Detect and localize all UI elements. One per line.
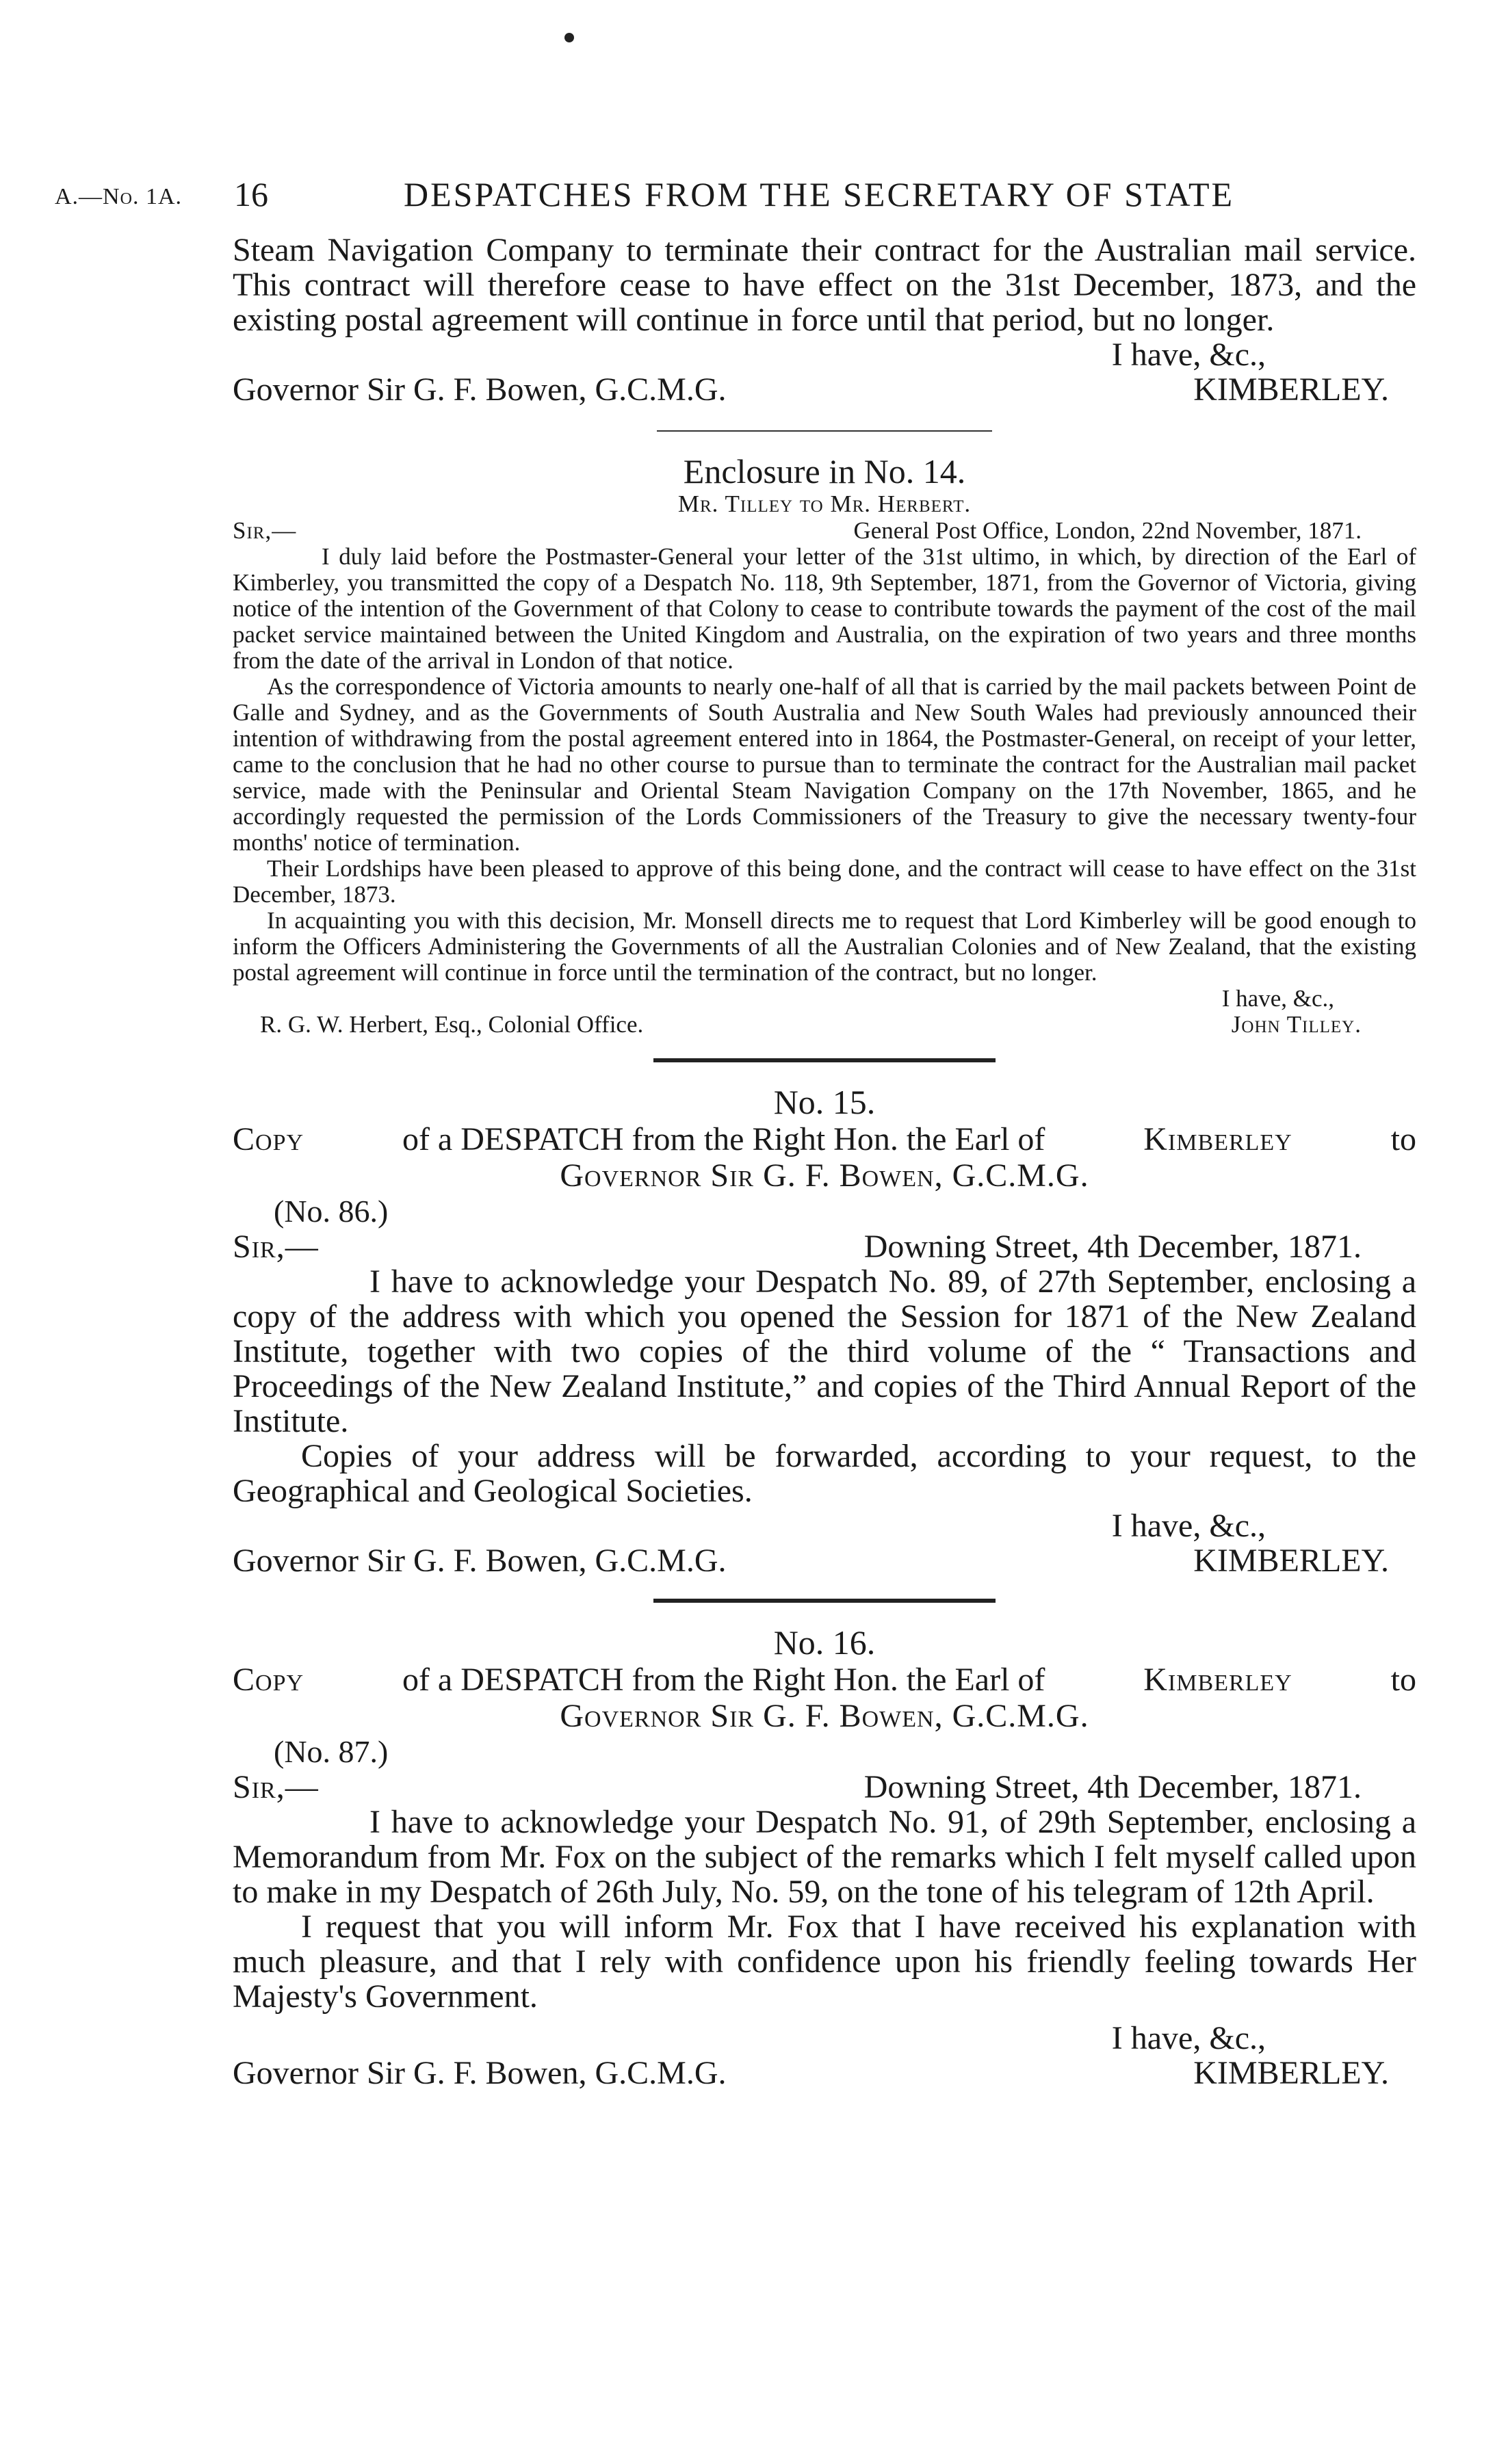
continuation-paragraph: Steam Navigation Company to terminate their contract for the Australian mail service. This contract will therefore cease to have effect on the 31st December, 1873, and the existing postal agreement will continue in force until that period, but no longer. [233, 232, 1416, 338]
salutation-row [233, 1229, 1416, 1264]
despatch-paragraph: Copies of your address will be forwarded, according to your request, to the Geographical and Geological Societies. [233, 1438, 1416, 1509]
page-number: 16 [234, 175, 268, 213]
enclosure-from-to: Mr. Tilley to Mr. Herbert. [677, 490, 972, 517]
sender-address: Downing Street, 4th December, 1871. [863, 1229, 1362, 1265]
despatch-paragraph: I request that you will inform Mr. Fox that I have received his explanation with much pleasure, and that I rely with confidence upon his friendly feeling towards Her Majesty's Government. [233, 1909, 1416, 2015]
salutation: Sir,— [233, 1769, 319, 1805]
enclosure-heading: Enclosure in No. 14. [683, 452, 966, 490]
addressee: Governor Sir G. F. Bowen, G.C.M.G. [233, 2055, 727, 2091]
enclosure-paragraph: I duly laid before the Postmaster-General your letter of the 31st ultimo, in which, by direction of the Earl of Kimberley, you transmitted the copy of a Despatch No. 118, 9th September, 1871, from the Governor of Victoria, giving notice of the intention of the Government of that Colony to cease to contribute towards the payment of the cost of the mail packet service maintained between the United Kingdom and Australia, on the expiration of two years and three months from the date of the arrival in London of that notice. [233, 543, 1416, 674]
page-mark-dot [564, 33, 574, 42]
signature-row [233, 1543, 1416, 1578]
signature: KIMBERLEY. [1193, 1543, 1389, 1579]
salutation: Sir,— [233, 1229, 319, 1265]
addressee: Governor Sir G. F. Bowen, G.C.M.G. [233, 1543, 727, 1579]
despatch-recipient: Governor Sir G. F. Bowen, G.C.M.G. [560, 1698, 1089, 1734]
copy-label: Copy [233, 1662, 304, 1698]
enclosure-paragraph: As the correspondence of Victoria amounts to nearly one-half of all that is carried by the mail packets between Point de Galle and Sydney, and as the Governments of South Australia and New South Wales had previously announced their intention of withdrawing from the postal agreement entered into in 1864, the Postmaster-General, on receipt of your letter, came to the conclusion that he had no other course to pursue than to terminate the contract for the Australian mail packet service, made with the Peninsular and Oriental Steam Navigation Company on the 17th November, 1865, and he accordingly requested the permission of the Lords Commissioners of the Treasury to give the necessary twenty-four months' notice of termination. [233, 673, 1416, 856]
despatch-number: No. 16. [773, 1623, 876, 1662]
despatch-number: No. 15. [773, 1083, 876, 1121]
title-text: of a DESPATCH from the Right Hon. the Earl of [402, 1121, 1045, 1157]
despatch-recipient: Governor Sir G. F. Bowen, G.C.M.G. [560, 1157, 1089, 1194]
salutation-row [233, 518, 1416, 544]
page-header [55, 174, 1409, 222]
page-content [233, 233, 1416, 2091]
despatch-14-continuation [233, 233, 1416, 407]
sender-address: Downing Street, 4th December, 1871. [863, 1769, 1362, 1805]
signature-row [233, 1012, 1416, 1038]
earl-name: Kimberley [1143, 1121, 1292, 1157]
closing-formula: I have, &c., [1111, 1508, 1266, 1544]
signature: KIMBERLEY. [1193, 371, 1389, 408]
addressee: R. G. W. Herbert, Esq., Colonial Office. [260, 1011, 644, 1038]
signature: John Tilley. [1231, 1011, 1362, 1038]
despatch-ref-number: (No. 87.) [274, 1734, 389, 1769]
despatch-paragraph: I have to acknowledge your Despatch No. 91, of 29th September, enclosing a Memorandum from Mr. Fox on the subject of the remarks which I felt myself called upon to make in my Despatch of 26th July, No. 59, on the tone of his telegram of 12th April. [233, 1804, 1416, 1910]
signature: KIMBERLEY. [1193, 2055, 1389, 2091]
salutation: Sir,— [233, 517, 297, 544]
title-text: of a DESPATCH from the Right Hon. the Earl of [402, 1662, 1045, 1698]
section-divider [653, 1599, 996, 1603]
earl-name: Kimberley [1143, 1662, 1292, 1698]
title-to: to [1390, 1121, 1416, 1157]
closing-formula: I have, &c., [1221, 985, 1334, 1012]
despatch-title-line [233, 1662, 1416, 1698]
despatch-paragraph: I have to acknowledge your Despatch No. 89, of 27th September, enclosing a copy of the address with which you opened the Session for 1871 of the New Zealand Institute, together with two copies of the third volume of the “ Transactions and Proceedings of the New Zealand Institute,” and copies of the Third Annual Report of the Institute. [233, 1263, 1416, 1439]
section-divider [653, 1058, 996, 1062]
title-to: to [1390, 1662, 1416, 1698]
closing-formula: I have, &c., [1111, 337, 1266, 373]
signature-row [233, 372, 1416, 407]
signature-row [233, 2056, 1416, 2091]
despatch-title-line [233, 1121, 1416, 1157]
enclosure-paragraph: In acquainting you with this decision, Mr. Monsell directs me to request that Lord Kimberley will be good enough to inform the Officers Administering the Governments of all the Australian Colonies and of New Zealand, that the existing postal agreement will continue in force until the termination of the contract, but no longer. [233, 907, 1416, 986]
running-title: DESPATCHES FROM THE SECRETARY OF STATE [404, 175, 1235, 213]
copy-label: Copy [233, 1121, 304, 1157]
addressee: Governor Sir G. F. Bowen, G.C.M.G. [233, 371, 727, 408]
document-reference: A.—No. 1A. [55, 184, 182, 209]
despatch-ref-number: (No. 86.) [274, 1194, 389, 1229]
despatch-16 [233, 1623, 1416, 2091]
section-divider [657, 430, 992, 432]
despatch-15 [233, 1083, 1416, 1578]
enclosure-14 [233, 452, 1416, 1038]
closing-formula: I have, &c., [1111, 2020, 1266, 2056]
salutation-row [233, 1770, 1416, 1805]
enclosure-paragraph: Their Lordships have been pleased to approve of this being done, and the contract will cease to have effect on the 31st December, 1873. [233, 855, 1416, 908]
sender-address: General Post Office, London, 22nd November, 1871. [853, 517, 1362, 544]
